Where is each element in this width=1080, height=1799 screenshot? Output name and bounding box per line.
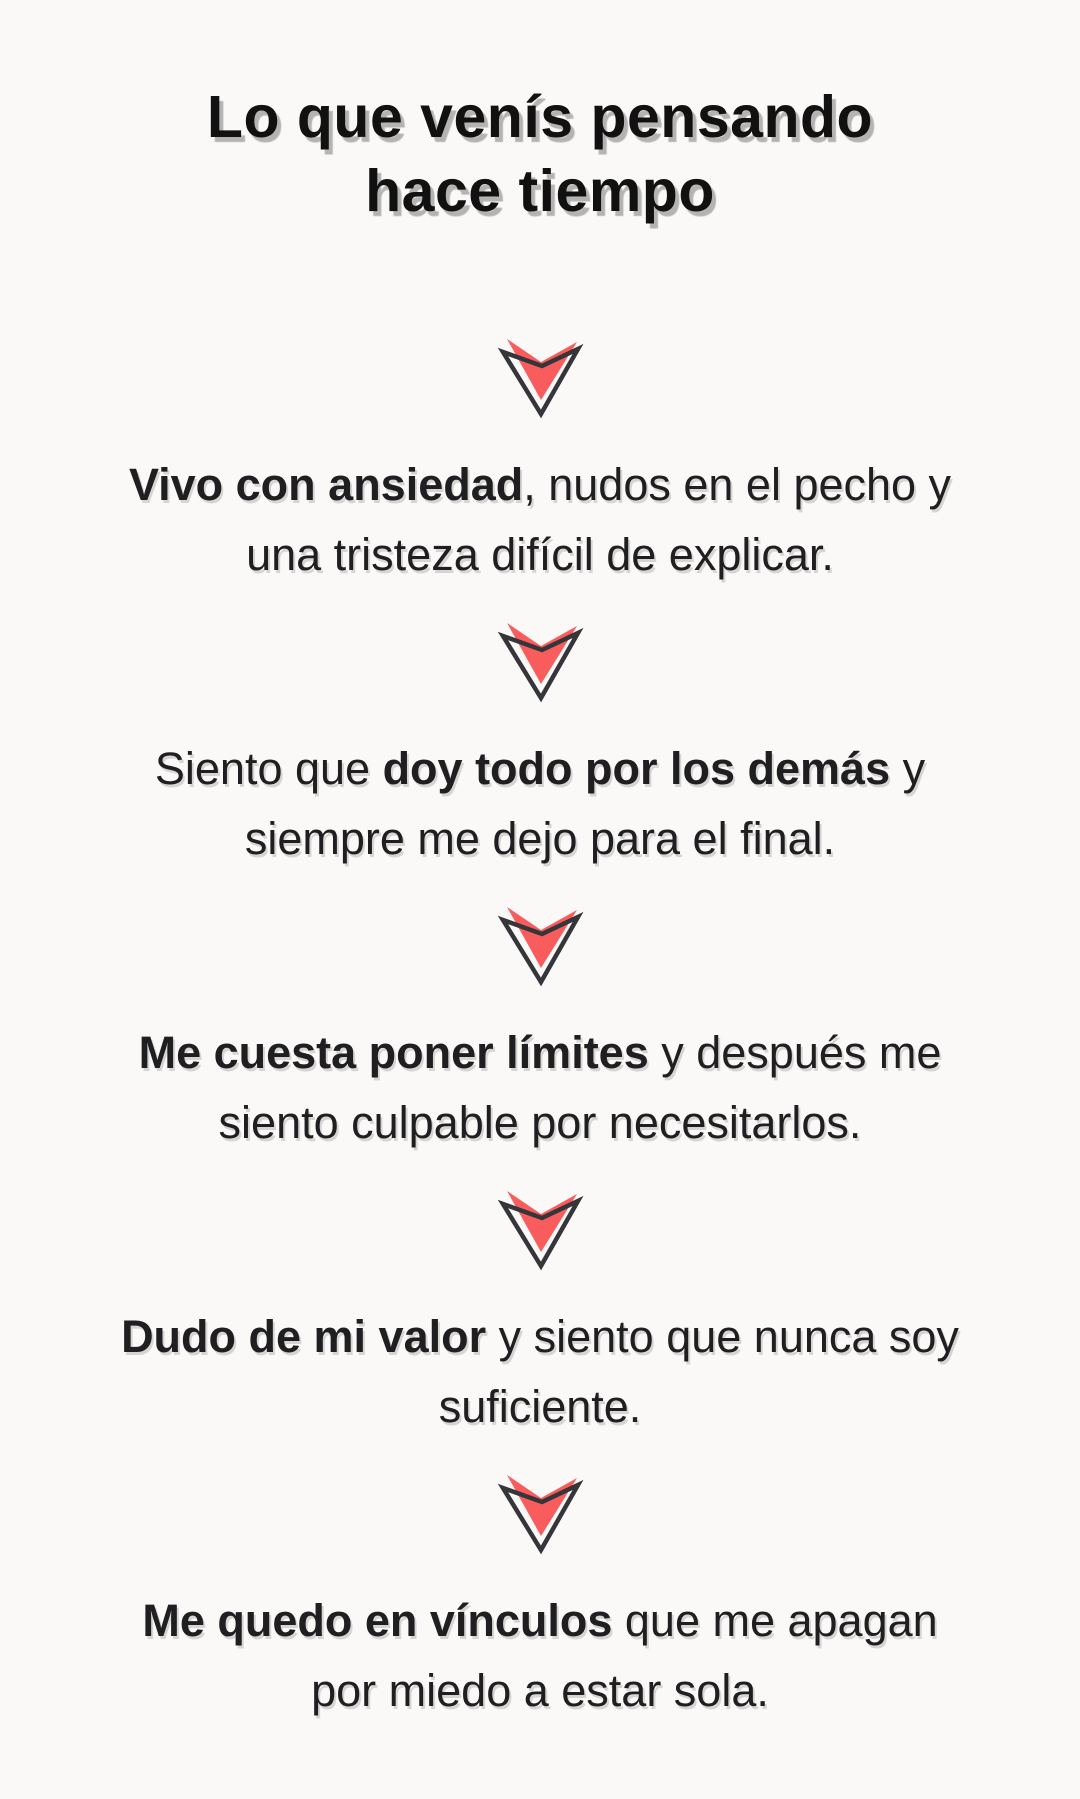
statement-1-rest: , nudos en el pecho y [523,459,952,510]
page-title [207,80,873,228]
chevron-down-icon [498,906,582,986]
statement-2-line2: siempre me dejo para el final. [244,813,836,864]
statement-4-line2: suficiente. [438,1381,642,1432]
statement-2 [60,734,1020,874]
statement-3-bold: Me cuesta poner límites [138,1027,649,1078]
down-arrow-icon [498,906,582,986]
statement-3-line2: siento culpable por necesitarlos. [218,1097,862,1148]
chevron-down-icon [498,338,582,418]
statement-5 [60,1586,1020,1726]
statement-4 [60,1302,1020,1442]
statement-3 [60,1018,1020,1158]
statement-5-line2: por miedo a estar sola. [311,1665,769,1716]
title-line-1: Lo que venís pensando [206,84,874,150]
statement-1 [60,450,1020,590]
statement-2-bold: doy todo por los demás [382,743,891,794]
statement-4-bold: Dudo de mi valor [121,1311,487,1362]
title-line-2: hace tiempo [365,158,715,224]
statement-1-bold: Vivo con ansiedad [128,459,524,510]
statement-5-rest: que me apagan [612,1595,938,1646]
down-arrow-icon [498,1190,582,1270]
statement-2-prefix: Siento que [154,743,383,794]
down-arrow-icon [498,622,582,702]
statement-4-rest: y siento que nunca soy [486,1311,959,1362]
statement-3-rest: y después me [648,1027,942,1078]
statement-1-line2: una tristeza difícil de explicar. [246,529,834,580]
chevron-down-icon [498,1190,582,1270]
statement-2-rest: y [890,743,926,794]
down-arrow-icon [498,338,582,418]
chevron-down-icon [498,1474,582,1554]
chevron-down-icon [498,622,582,702]
down-arrow-icon [498,1474,582,1554]
statement-5-bold: Me quedo en vínculos [142,1595,613,1646]
